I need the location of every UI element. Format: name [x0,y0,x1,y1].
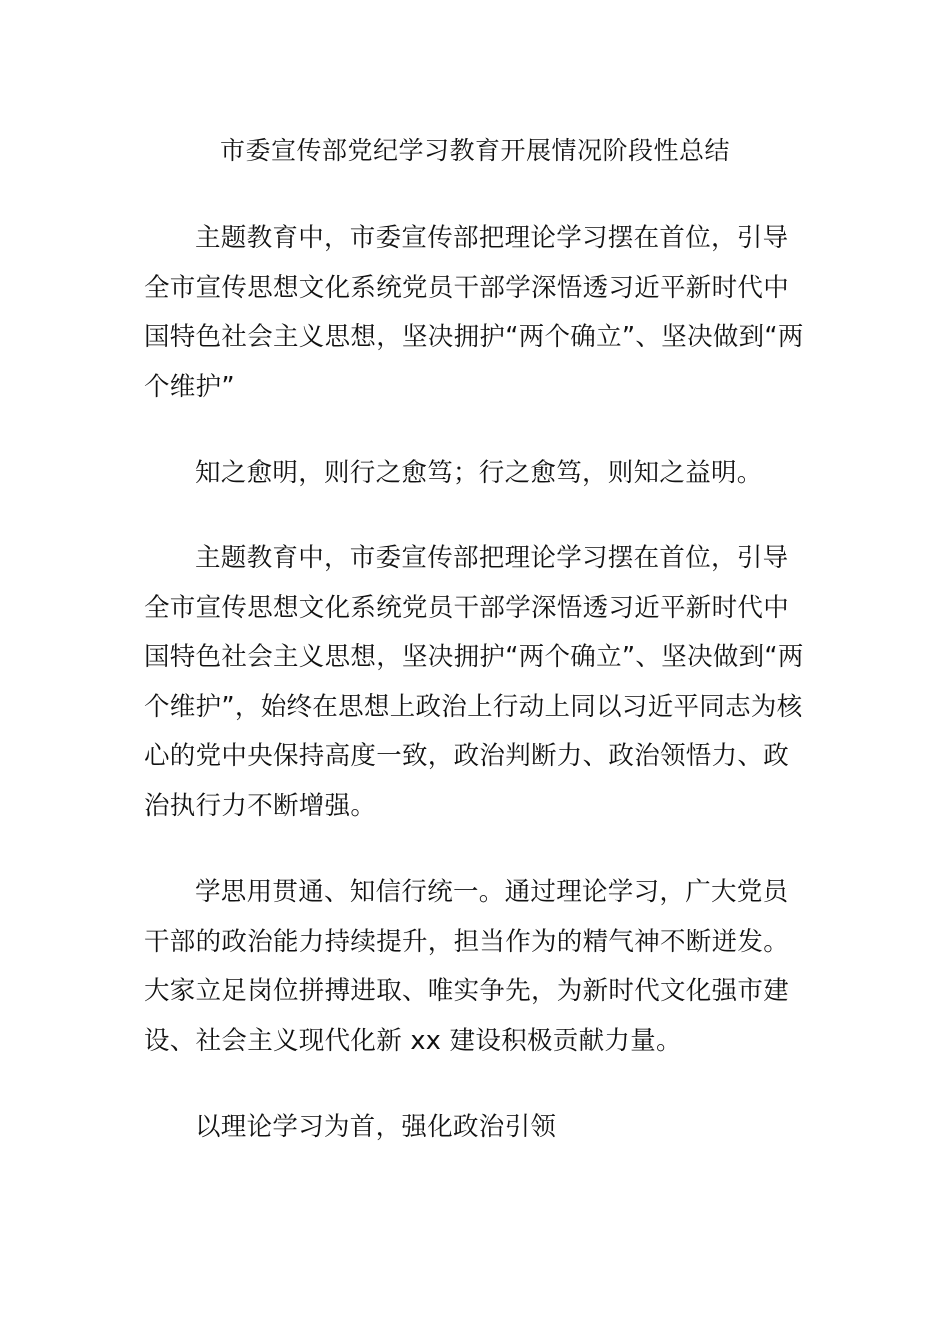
paragraph-line: 大家立足岗位拼搏进取、唯实争先，为新时代文化强市建 [144,976,790,1006]
paragraph-line: 国特色社会主义思想，坚决拥护“两个确立”、坚决做到“两 [144,322,804,352]
paragraph-line: 全市宣传思想文化系统党员干部学深悟透习近平新时代中 [144,592,790,623]
paragraph-line: 国特色社会主义思想，坚决拥护“两个确立”、坚决做到“两 [144,642,804,672]
paragraph-line: 个维护” [144,371,235,402]
paragraph-line: 学思用贯通、知信行统一。通过理论学习，广大党员 [195,877,789,907]
paragraph-line: 干部的政治能力持续提升，担当作为的精气神不断迸发。 [144,926,790,957]
paragraph-line: 心的党中央保持高度一致，政治判断力、政治领悟力、政 [144,741,790,771]
paragraph-line: 治执行力不断增强。 [144,790,377,821]
paragraph-line: 全市宣传思想文化系统党员干部学深悟透习近平新时代中 [144,272,790,303]
paragraph-2 [144,449,796,499]
paragraph-line: 知之愈明，则行之愈笃；行之愈笃，则知之益明。 [195,458,763,488]
paragraph-line: 主题教育中，市委宣传部把理论学习摆在首位，引导 [195,223,789,253]
paragraph-line: 个维护”，始终在思想上政治上行动上同以习近平同志为核 [144,691,803,722]
document-title: 市委宣传部党纪学习教育开展情况阶段性总结 [219,136,730,165]
paragraph-4 [144,868,796,1066]
paragraph-3 [144,534,804,831]
paragraph-1 [144,214,804,412]
paragraph-line: 主题教育中，市委宣传部把理论学习摆在首位，引导 [195,543,789,573]
paragraph-line: 设、社会主义现代化新 xx 建设积极贡献力量。 [144,1025,682,1056]
paragraph-5 [144,1103,796,1153]
paragraph-line: 以理论学习为首，强化政治引领 [195,1112,557,1142]
